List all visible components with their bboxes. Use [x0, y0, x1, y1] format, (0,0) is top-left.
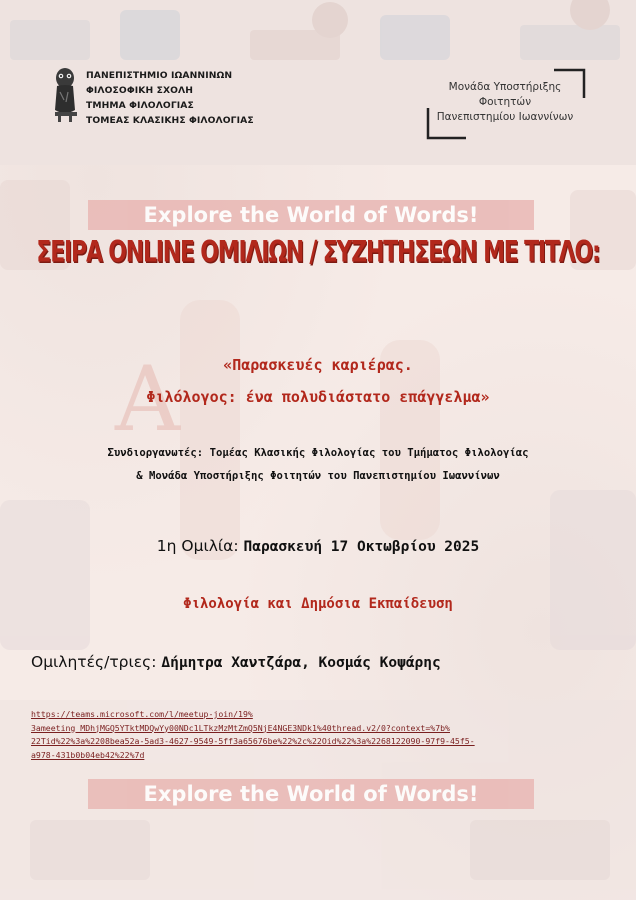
- link-line[interactable]: a978-431b0b04eb42%22%7d: [31, 749, 145, 760]
- unit-line: Φοιτητών: [478, 96, 532, 108]
- speakers-names: Δήμητρα Χαντζάρα, Κοσμάς Κοψάρης: [161, 655, 441, 671]
- unit-line: Μονάδα Υποστήριξης: [448, 81, 562, 93]
- talk-series-title-line2: Φιλόλογος: ένα πολυδιάστατο επάγγελμα»: [146, 388, 490, 406]
- talk-series-title-line1: «Παρασκευές καριέρας.: [223, 356, 413, 374]
- owl-logo-icon: [50, 66, 80, 124]
- university-line: ΠΑΝΕΠΙΣΤΗΜΙΟ ΙΩΑΝΝΙΝΩΝ: [86, 70, 233, 81]
- lecture-topic: Φιλολογία και Δημόσια Εκπαίδευση: [183, 596, 453, 612]
- university-name-block: [86, 68, 254, 128]
- link-line[interactable]: 22Tid%22%3a%2208bea52a-5ad3-4627-9549-5ff3a65676be%22%2c%22Oid%22%3a%2268122090-97f9-45f5-: [31, 736, 475, 746]
- student-support-unit-block: [430, 80, 580, 125]
- explore-banner-top: Explore the World of Words!: [88, 200, 534, 230]
- svg-text:A: A: [115, 347, 180, 452]
- series-title: ΣΕΙΡΑ ONLINE ΟΜΙΛΙΩΝ / ΣΥΖΗΤΗΣΕΩΝ ΜΕ ΤΙΤΛΟ:: [36, 236, 600, 270]
- department-line: ΤΜΗΜΑ ΦΙΛΟΛΟΓΙΑΣ: [86, 100, 194, 111]
- unit-line: Πανεπιστημίου Ιωαννίνων: [436, 111, 574, 123]
- lecture-date: Παρασκευή 17 Οκτωβρίου 2025: [243, 539, 480, 555]
- explore-banner-bottom: Explore the World of Words!: [88, 779, 534, 809]
- organizers-line2: & Μονάδα Υποστήριξης Φοιτητών του Πανεπιστημίου Ιωαννίνων: [136, 470, 500, 482]
- organizers-line1: Συνδιοργανωτές: Τομέας Κλασικής Φιλολογίας του Τμήματος Φιλολογίας: [107, 447, 529, 459]
- teams-meeting-link[interactable]: [31, 708, 601, 762]
- link-line[interactable]: https://teams.microsoft.com/l/meetup-join/19%: [31, 709, 253, 719]
- link-line[interactable]: 3ameeting_MDhjMGQ5YTktMDQwYy00NDc1LTkzMzMtZmQ5NjE4NGE3NDk1%40thread.v2/0?context=%7b%: [31, 722, 450, 733]
- sector-line: ΤΟΜΕΑΣ ΚΛΑΣΙΚΗΣ ΦΙΛΟΛΟΓΙΑΣ: [86, 115, 254, 126]
- speakers-label: Ομιλητές/τριες:: [31, 653, 157, 671]
- lecture-date-line: [0, 537, 636, 555]
- speakers-line: [31, 653, 441, 671]
- school-line: ΦΙΛΟΣΟΦΙΚΗ ΣΧΟΛΗ: [86, 85, 194, 96]
- lecture-label: 1η Ομιλία:: [156, 537, 239, 555]
